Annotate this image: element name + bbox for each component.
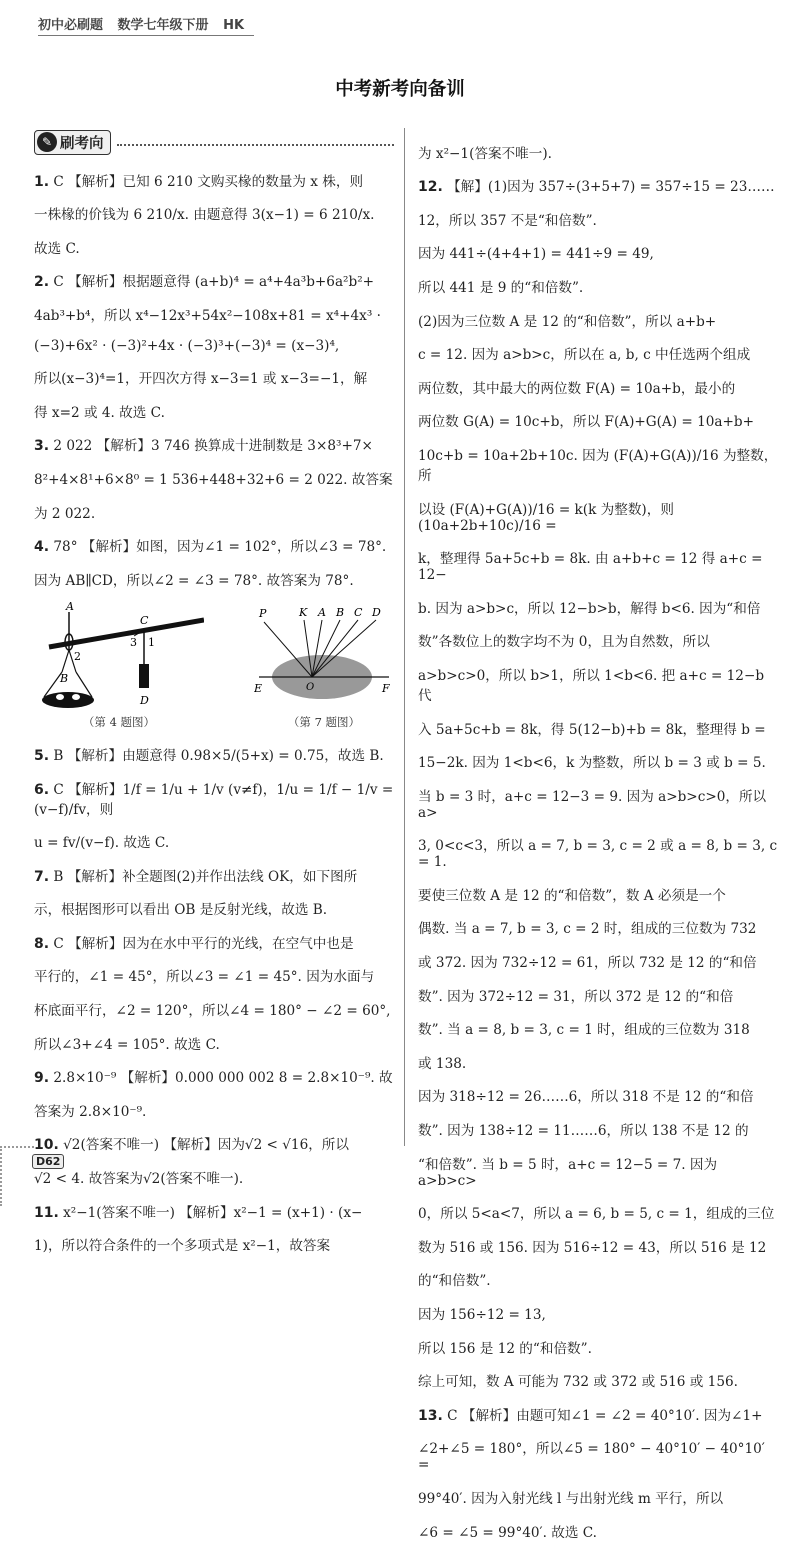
header-book: 初中必刷题	[38, 18, 104, 33]
fig4-label-1: 1	[148, 636, 155, 650]
text-line	[34, 203, 394, 223]
text-line	[34, 865, 394, 885]
corner-dots-vertical	[0, 1146, 2, 1206]
line-text: 为 2 022.	[34, 505, 96, 522]
text-line	[418, 175, 778, 195]
line-text: 一株椽的价钱为 6 210/x. 由题意得 3(x−1) = 6 210/x.	[34, 207, 375, 224]
line-text: 或 138.	[418, 1055, 467, 1072]
text-line	[34, 965, 394, 985]
text-line	[34, 270, 394, 290]
fig7-label-d: D	[372, 606, 381, 620]
text-line	[34, 569, 394, 589]
question-number: 13.	[418, 1407, 443, 1424]
line-text: B 【解析】补全题图(2)并作出法线 OK，如下图所	[53, 868, 358, 885]
figure-7-caption: （第 7 题图）	[287, 715, 361, 730]
line-text: 答案为 2.8×10⁻⁹.	[34, 1103, 147, 1120]
question-number: 1.	[34, 173, 50, 190]
line-text: 所以 441 是 9 的“和倍数”.	[418, 279, 584, 296]
line-text: 因为 AB∥CD，所以∠2 = ∠3 = 78°. 故答案为 78°.	[34, 572, 354, 589]
line-text: 入 5a+5c+b = 8k，得 5(12−b)+b = 8k，整理得 b =	[418, 721, 766, 738]
question-number: 10.	[34, 1137, 59, 1154]
line-text: 杯底面平行，∠2 = 120°，所以∠4 = 180° − ∠2 = 60°,	[34, 1003, 391, 1020]
text-line	[418, 1487, 778, 1507]
text-line	[418, 597, 778, 617]
line-text: 示，根据图形可以看出 OB 是反射光线，故选 B.	[34, 902, 328, 919]
text-line	[34, 367, 394, 387]
text-line	[34, 1100, 394, 1120]
fig4-label-c: C	[140, 614, 149, 628]
text-line	[418, 1085, 778, 1105]
section-header	[34, 128, 394, 156]
line-text: 因为 318÷12 = 26……6，所以 318 不是 12 的“和倍	[418, 1089, 754, 1106]
header-edition: HK	[223, 18, 245, 33]
text-line	[34, 1066, 394, 1086]
text-line	[418, 410, 778, 430]
line-text: C 【解析】已知 6 210 文购买椽的数量为 x 株，则	[53, 173, 364, 190]
text-line	[418, 951, 778, 971]
figure-4-caption: （第 4 题图）	[82, 715, 156, 730]
text-line	[34, 1167, 394, 1187]
line-text: C 【解析】根据题意得 (a+b)⁴ = a⁴+4a³b+6a²b²+	[53, 274, 375, 291]
text-line	[34, 1133, 394, 1153]
line-text: 78° 【解析】如图，因为∠1 = 102°，所以∠3 = 78°.	[53, 539, 387, 556]
line-text: C 【解析】因为在水中平行的光线，在空气中也是	[53, 935, 354, 952]
line-text: u = fv/(v−f). 故选 C.	[34, 835, 170, 852]
question-number: 4.	[34, 539, 50, 556]
text-line	[34, 401, 394, 421]
line-text: 平行的，∠1 = 45°，所以∠3 = ∠1 = 45°. 因为水面与	[34, 969, 375, 986]
text-line	[34, 338, 394, 354]
text-line	[418, 1337, 778, 1357]
fig4-label-a: A	[66, 602, 74, 614]
text-line	[418, 444, 778, 484]
line-text: √2(答案不唯一) 【解析】因为√2 < √16，所以	[63, 1137, 349, 1154]
text-line	[34, 170, 394, 190]
text-line	[34, 1201, 394, 1221]
line-text: C 【解析】1/f = 1/u + 1/v (v≠f)，1/u = 1/f − 1/v = (v−f)/fv，则	[34, 781, 394, 818]
text-line	[418, 343, 778, 363]
line-text: a>b>c>0，所以 b>1，所以 1<b<6. 把 a+c = 12−b 代	[418, 667, 765, 704]
text-line	[418, 242, 778, 262]
line-text: 两位数 G(A) = 10c+b，所以 F(A)+G(A) = 10a+b+	[418, 414, 754, 431]
refraction-diagram	[254, 602, 394, 712]
page-title: 中考新考向备训	[335, 79, 465, 100]
line-text: x²−1(答案不唯一) 【解析】x²−1 = (x+1) · (x−	[63, 1204, 363, 1221]
text-line	[418, 1303, 778, 1323]
line-text: (−3)+6x² · (−3)²+4x · (−3)³+(−3)⁴ = (x−3)⁴,	[34, 337, 340, 354]
figure-4	[34, 602, 204, 730]
line-text: 0，所以 5<a<7，所以 a = 6, b = 5, c = 1，组成的三位	[418, 1206, 775, 1223]
text-line	[418, 1153, 778, 1189]
text-line	[418, 1437, 778, 1473]
text-line	[418, 834, 778, 870]
line-text: “和倍数”. 当 b = 5 时，a+c = 12−5 = 7. 因为 a>b>c>	[418, 1156, 718, 1189]
line-text: 以设 (F(A)+G(A))/16 = k(k 为整数)，则 (10a+2b+10c)/16 =	[418, 501, 674, 534]
page-number: D62	[32, 1154, 64, 1169]
fig4-label-b: B	[60, 672, 69, 686]
text-line	[418, 498, 778, 534]
question-number: 12.	[418, 179, 443, 196]
text-line	[34, 744, 394, 764]
text-line	[418, 985, 778, 1005]
line-text: √2 < 4. 故答案为√2(答案不唯一).	[34, 1171, 244, 1188]
line-text: 因为 156÷12 = 13,	[418, 1307, 546, 1323]
text-line	[418, 718, 778, 738]
line-text: 2.8×10⁻⁹ 【解析】0.000 000 002 8 = 2.8×10⁻⁹. 故	[53, 1070, 393, 1087]
line-text: k，整理得 5a+5c+b = 8k. 由 a+b+c = 12 得 a+c = 12−	[418, 551, 763, 584]
corner-dots	[0, 1146, 34, 1148]
text-line	[418, 1521, 778, 1541]
line-text: 所以(x−3)⁴=1，开四次方得 x−3=1 或 x−3=−1，解	[34, 371, 368, 388]
figure-7	[254, 602, 394, 730]
line-text: 12，所以 357 不是“和倍数”.	[418, 212, 597, 229]
text-line	[418, 377, 778, 397]
text-line	[34, 1033, 394, 1053]
text-line	[34, 502, 394, 522]
line-text: C 【解析】由题可知∠1 = ∠2 = 40°10′. 因为∠1+	[447, 1407, 763, 1424]
line-text: 的“和倍数”.	[418, 1273, 491, 1290]
text-line	[418, 276, 778, 296]
text-line	[34, 932, 394, 952]
line-text: 数”. 因为 372÷12 = 31，所以 372 是 12 的“和倍	[418, 988, 734, 1005]
line-text: 因为 441÷(4+4+1) = 441÷9 = 49,	[418, 246, 654, 263]
line-text: 两位数，其中最大的两位数 F(A) = 10a+b，最小的	[418, 380, 736, 397]
brush-icon: ✎	[37, 132, 57, 152]
text-line	[34, 237, 394, 257]
answer-block-1	[34, 170, 394, 589]
fig4-label-d: D	[140, 694, 149, 708]
fig7-label-b: B	[336, 606, 345, 620]
text-line	[34, 898, 394, 918]
line-text: 数”. 当 a = 8, b = 3, c = 1 时，组成的三位数为 318	[418, 1022, 750, 1039]
answer-block-2	[34, 744, 394, 1254]
line-text: 所以 156 是 12 的“和倍数”.	[418, 1340, 592, 1357]
text-line	[418, 1236, 778, 1256]
line-text: 或 372. 因为 732÷12 = 61，所以 732 是 12 的“和倍	[418, 955, 757, 972]
dotted-rule	[117, 144, 395, 146]
fig7-label-a: A	[318, 606, 326, 620]
question-number: 11.	[34, 1204, 59, 1221]
line-text: 4ab³+b⁴，所以 x⁴−12x³+54x²−108x+81 = x⁴+4x³ ·	[34, 307, 381, 324]
text-line	[34, 778, 394, 818]
text-line	[418, 751, 778, 771]
line-text: 当 b = 3 时，a+c = 12−3 = 9. 因为 a>b>c>0，所以 a>	[418, 788, 767, 821]
line-text: 要使三位数 A 是 12 的“和倍数”，数 A 必须是一个	[418, 887, 726, 904]
fig7-label-p: P	[259, 607, 267, 621]
left-column	[34, 128, 394, 1268]
question-number: 8.	[34, 935, 50, 952]
line-text: 99°40′. 因为入射光线 l 与出射光线 m 平行，所以	[418, 1490, 724, 1507]
section-badge	[34, 130, 111, 155]
text-line	[34, 1234, 394, 1254]
line-text: 8²+4×8¹+6×8⁰ = 1 536+448+32+6 = 2 022. 故答案	[34, 471, 393, 488]
text-line	[418, 785, 778, 821]
line-text: (2)因为三位数 A 是 12 的“和倍数”，所以 a+b+	[418, 313, 717, 330]
question-number: 6.	[34, 781, 50, 798]
fig7-label-o: O	[306, 682, 315, 694]
text-line	[418, 547, 778, 583]
text-line	[418, 1269, 778, 1289]
text-line	[34, 831, 394, 851]
line-text: 2 022 【解析】3 746 换算成十进制数是 3×8³+7×	[53, 438, 373, 455]
line-text: 1)，所以符合条件的一个多项式是 x²−1，故答案	[34, 1238, 331, 1255]
fig7-label-k: K	[299, 606, 308, 620]
line-text: 15−2k. 因为 1<b<6，k 为整数，所以 b = 3 或 b = 5.	[418, 755, 766, 772]
text-line	[418, 917, 778, 937]
line-text: 10c+b = 10a+2b+10c. 因为 (F(A)+G(A))/16 为整数，所	[418, 447, 778, 484]
answer-block-3	[418, 142, 778, 1541]
text-line	[34, 434, 394, 454]
text-line	[418, 209, 778, 229]
section-label: 刷考向	[60, 135, 104, 152]
line-text: 得 x=2 或 4. 故选 C.	[34, 404, 165, 421]
text-line	[418, 1018, 778, 1038]
text-line	[418, 884, 778, 904]
right-column	[418, 128, 778, 1554]
line-text: 所以∠3+∠4 = 105°. 故选 C.	[34, 1036, 220, 1053]
line-text: ∠6 = ∠5 = 99°40′. 故选 C.	[418, 1524, 598, 1541]
question-number: 9.	[34, 1070, 50, 1087]
balance-diagram	[34, 602, 204, 712]
line-text: b. 因为 a>b>c，所以 12−b>b，解得 b<6. 因为“和倍	[418, 600, 761, 617]
line-text: B 【解析】由题意得 0.98×5/(5+x) = 0.75，故选 B.	[53, 747, 384, 764]
figure-row	[34, 602, 394, 730]
line-text: 数”. 因为 138÷12 = 11……6，所以 138 不是 12 的	[418, 1123, 749, 1140]
line-text: c = 12. 因为 a>b>c，所以在 a, b, c 中任选两个组成	[418, 347, 751, 364]
line-text: 偶数. 当 a = 7, b = 3, c = 2 时，组成的三位数为 732	[418, 921, 757, 938]
line-text: 故选 C.	[34, 240, 80, 257]
fig4-label-2: 2	[74, 650, 81, 664]
text-line	[418, 1370, 778, 1390]
text-line	[418, 142, 778, 162]
text-line	[418, 1404, 778, 1424]
line-text: 为 x²−1(答案不唯一).	[418, 145, 552, 162]
line-text: 综上可知，数 A 可能为 732 或 372 或 516 或 156.	[418, 1374, 738, 1391]
line-text: 3, 0<c<3，所以 a = 7, b = 3, c = 2 或 a = 8, b = 3, c = 1.	[418, 838, 778, 871]
fig4-label-3: 3	[130, 636, 137, 650]
question-number: 3.	[34, 438, 50, 455]
fig7-label-c: C	[354, 606, 363, 620]
text-line	[34, 999, 394, 1019]
line-text: 数”各数位上的数字均不为 0，且为自然数，所以	[418, 634, 710, 651]
line-text: ∠2+∠5 = 180°，所以∠5 = 180° − 40°10′ − 40°10′ =	[418, 1441, 765, 1474]
text-line	[418, 1202, 778, 1222]
fig7-label-e: E	[254, 682, 263, 696]
running-header	[38, 14, 254, 36]
line-text: 【解】(1)因为 357÷(3+5+7) = 357÷15 = 23……	[447, 179, 775, 196]
fig7-label-f: F	[382, 682, 390, 696]
column-divider	[404, 128, 405, 1146]
text-line	[418, 664, 778, 704]
text-line	[34, 468, 394, 488]
line-text: 数为 516 或 156. 因为 516÷12 = 43，所以 516 是 12	[418, 1239, 767, 1256]
question-number: 2.	[34, 274, 50, 291]
text-line	[418, 630, 778, 650]
question-number: 7.	[34, 868, 50, 885]
text-line	[418, 310, 778, 330]
text-line	[34, 304, 394, 324]
text-line	[418, 1119, 778, 1139]
question-number: 5.	[34, 747, 50, 764]
text-line	[418, 1052, 778, 1072]
text-line	[34, 535, 394, 555]
header-subject: 数学七年级下册	[117, 18, 209, 33]
